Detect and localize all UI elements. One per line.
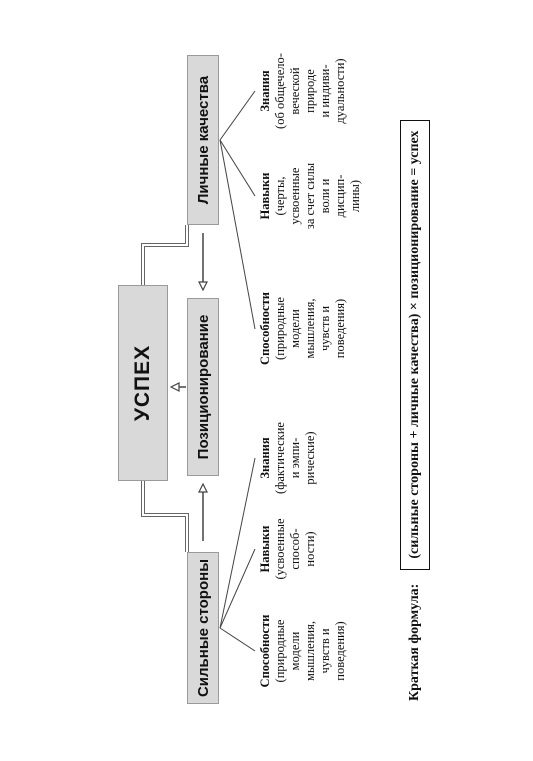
personal-abilities-node [258,276,348,381]
strengths-knowledge-node [258,413,318,503]
strengths-box: Сильные стороны [187,552,219,704]
node-title: Способности [258,292,272,365]
elbow-to-strengths [143,481,187,552]
personal-skills-node [258,141,363,251]
node-title: Знания [258,437,272,479]
personal-qualities-box: Личные качества [187,55,219,225]
formula-box: (сильные стороны + личные качества) × позиционирование = успех [400,120,430,570]
positioning-box: Позиционирование [187,298,219,476]
success-box: УСПЕХ [118,285,168,481]
formula-row [400,120,430,701]
node-title: Навыки [258,525,272,573]
fan-line [220,458,255,628]
strengths-skills-node [258,504,318,594]
node-description: (природные модели мышления, чувств и поведения) [273,619,347,683]
personal-knowledge-node [258,41,348,141]
node-title: Способности [258,614,272,688]
formula-label: Краткая формула: [407,583,422,701]
node-description: (черты, усвоенные за счет силы воли и дисцип- лины) [273,162,362,230]
fan-line [220,91,255,140]
strengths-abilities-node [258,596,348,706]
fan-line [220,549,255,628]
node-title: Знания [258,70,272,112]
node-description: (об общечело- веческой природе и индиви- дуальности) [273,53,347,129]
elbow-to-personal [143,225,187,285]
node-description: (фактические и эмпи- рические) [273,422,317,494]
node-title: Навыки [258,172,272,220]
node-description: (природные модели мышления, чувств и поведения) [273,297,347,360]
fan-line [220,628,255,651]
node-description: (усвоенные способ- ности) [273,518,317,580]
